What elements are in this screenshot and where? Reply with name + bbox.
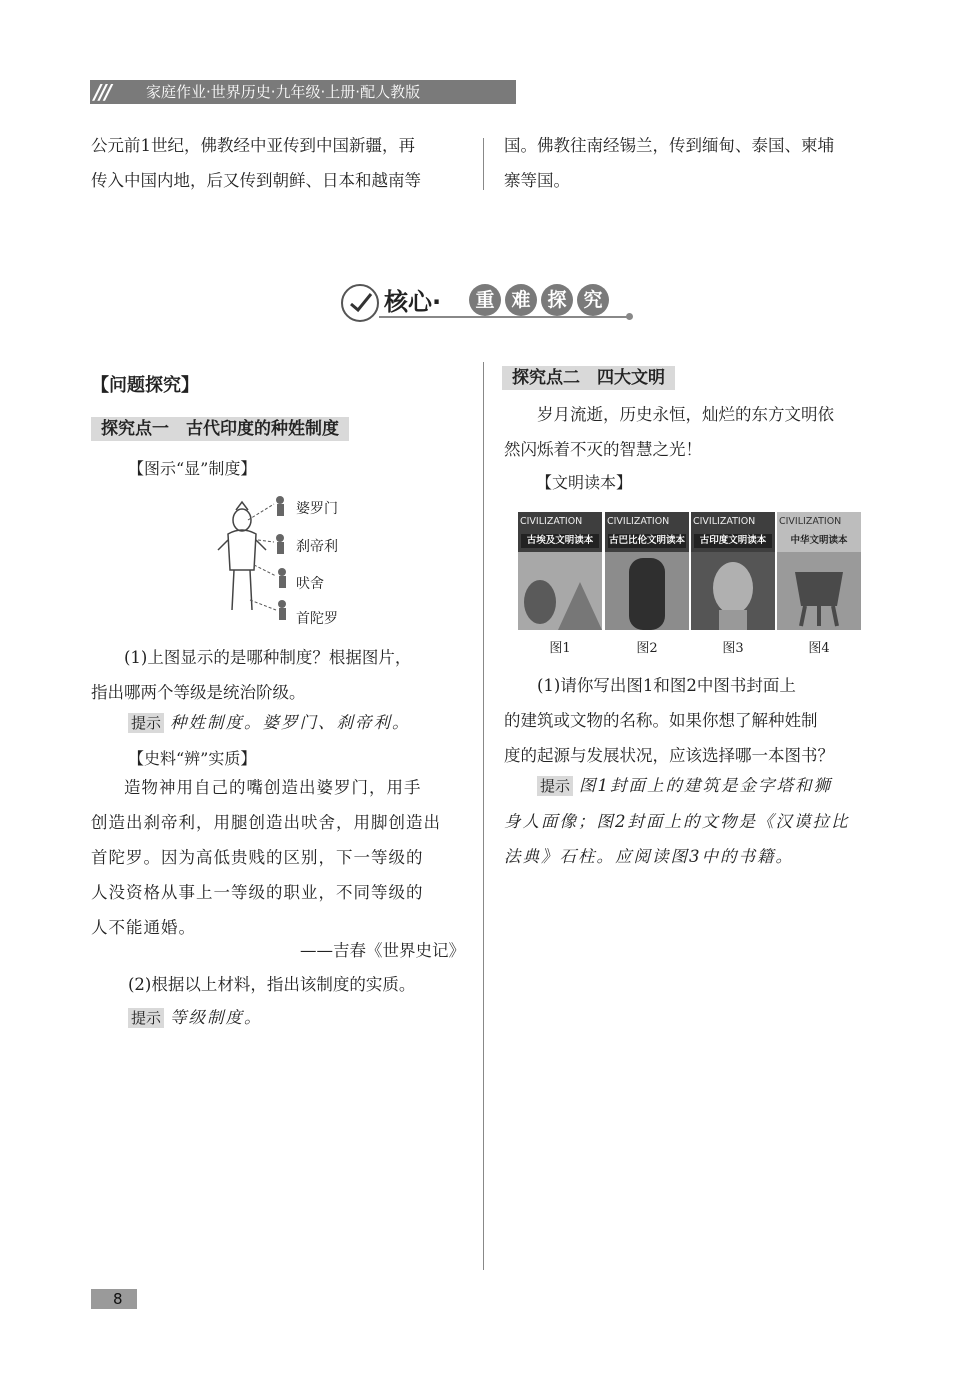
problem-heading: 【问题探究】 bbox=[91, 375, 199, 396]
figure-label: 【图示“显”制度】 bbox=[128, 459, 257, 478]
hint-text: 法典》石柱。应阅读图3中的书籍。 bbox=[504, 847, 794, 866]
text-line: 人没资格从事上一等级的职业，不同等级的 bbox=[91, 883, 424, 902]
book-title: 中华文明读本 bbox=[790, 535, 848, 546]
intro-text bbox=[504, 397, 879, 467]
figure-caption: 图2 bbox=[636, 641, 658, 656]
hint-text: 等级制度。 bbox=[170, 1008, 263, 1027]
book-series: CIVILIZATION bbox=[520, 516, 583, 527]
caste-label: 婆罗门 bbox=[296, 501, 338, 517]
text-line: 公元前1世纪，佛教经中亚传到中国新疆，再 bbox=[91, 136, 415, 155]
text-line: 指出哪两个等级是统治阶级。 bbox=[91, 683, 306, 702]
book-cover bbox=[518, 512, 602, 630]
figure-caption: 图1 bbox=[549, 641, 571, 656]
hint-label: 提示 bbox=[128, 713, 164, 733]
section-ball: 重 bbox=[469, 284, 501, 316]
book-series: CIVILIZATION bbox=[607, 516, 670, 527]
text-line: 创造出刹帝利，用腿创造出吠舍，用脚创造出 bbox=[91, 813, 441, 832]
section-ball: 难 bbox=[505, 284, 537, 316]
question-2: (2)根据以上材料，指出该制度的实质。 bbox=[128, 975, 416, 994]
section-ball: 究 bbox=[577, 284, 609, 316]
text-line: 的建筑或文物的名称。如果你想了解种姓制 bbox=[504, 711, 818, 730]
book-series: CIVILIZATION bbox=[693, 516, 756, 527]
book-title: 古埃及文明读本 bbox=[521, 534, 599, 548]
point1-title: 探究点一 古代印度的种姓制度 bbox=[91, 417, 349, 441]
page-number: 8 bbox=[113, 1290, 123, 1308]
caste-label: 首陀罗 bbox=[296, 611, 338, 627]
header-slash-icon: /// bbox=[94, 80, 110, 104]
top-left-text bbox=[91, 128, 466, 198]
text-line: (1)上图显示的是哪种制度？根据图片， bbox=[124, 648, 412, 667]
text-line: (1)请你写出图1和图2中图书封面上 bbox=[537, 676, 796, 695]
reader-label: 【文明读本】 bbox=[536, 473, 633, 492]
book-cover bbox=[605, 512, 689, 630]
hint-text: 种姓制度。婆罗门、刹帝利。 bbox=[170, 713, 411, 732]
source-label: 【史料“辨”实质】 bbox=[128, 749, 257, 768]
text-line: 传入中国内地，后又传到朝鲜、日本和越南等 bbox=[91, 171, 421, 190]
text-line: 首陀罗。因为高低贵贱的区别，下一等级的 bbox=[91, 848, 424, 867]
header-bar bbox=[90, 80, 516, 104]
statue-head-icon bbox=[691, 552, 775, 630]
section-title bbox=[339, 280, 639, 328]
text-line: 造物神用自己的嘴创造出婆罗门，用手 bbox=[124, 778, 422, 797]
hint-label: 提示 bbox=[128, 1008, 164, 1028]
text-line: 寨等国。 bbox=[504, 171, 570, 190]
figure-caption: 图4 bbox=[808, 641, 830, 656]
section-title-main: 核心· bbox=[384, 288, 442, 316]
column-divider-main bbox=[483, 362, 484, 1270]
question-1 bbox=[91, 640, 466, 710]
answer-right bbox=[504, 768, 879, 874]
top-right-text bbox=[504, 128, 879, 198]
caste-label: 吠舍 bbox=[296, 576, 324, 592]
book-title: 古印度文明读本 bbox=[694, 534, 772, 548]
hint-label: 提示 bbox=[537, 776, 573, 796]
hint-text: 身人面像；图2封面上的文物是《汉谟拉比 bbox=[504, 812, 850, 831]
header-title: 家庭作业·世界历史·九年级·上册·配人教版 bbox=[146, 83, 421, 101]
text-line: 国。佛教往南经锡兰，传到缅甸、泰国、柬埔 bbox=[504, 136, 834, 155]
text-line: 然闪烁着不灭的智慧之光！ bbox=[504, 440, 702, 459]
text-line: 岁月流逝，历史永恒，灿烂的东方文明依 bbox=[537, 405, 834, 424]
check-circle-icon bbox=[341, 284, 379, 322]
book-cover bbox=[691, 512, 775, 630]
answer-2 bbox=[128, 1000, 263, 1036]
caste-label: 刹帝利 bbox=[296, 539, 338, 555]
answer-1 bbox=[128, 705, 411, 741]
bronze-vessel-icon bbox=[777, 552, 861, 630]
section-dot bbox=[626, 313, 633, 320]
quote-source: ——吉春《世界史记》 bbox=[300, 941, 465, 960]
figure-caption: 图3 bbox=[722, 641, 744, 656]
text-line: 度的起源与发展状况，应该选择哪一本图书？ bbox=[504, 746, 834, 765]
source-quote bbox=[91, 770, 466, 945]
section-underline bbox=[379, 316, 629, 318]
book-title: 古巴比伦文明读本 bbox=[608, 535, 685, 546]
column-divider-top bbox=[483, 138, 484, 190]
book-cover bbox=[777, 512, 861, 630]
stele-icon bbox=[605, 552, 689, 630]
pyramid-sphinx-icon bbox=[518, 552, 602, 630]
page-number-box bbox=[91, 1289, 137, 1309]
book-series: CIVILIZATION bbox=[779, 516, 842, 527]
section-ball: 探 bbox=[541, 284, 573, 316]
text-line: 人不能通婚。 bbox=[91, 918, 196, 937]
question-right bbox=[504, 668, 879, 773]
hint-text: 图1封面上的建筑是金字塔和狮 bbox=[579, 776, 833, 795]
point2-title: 探究点二 四大文明 bbox=[502, 366, 675, 390]
